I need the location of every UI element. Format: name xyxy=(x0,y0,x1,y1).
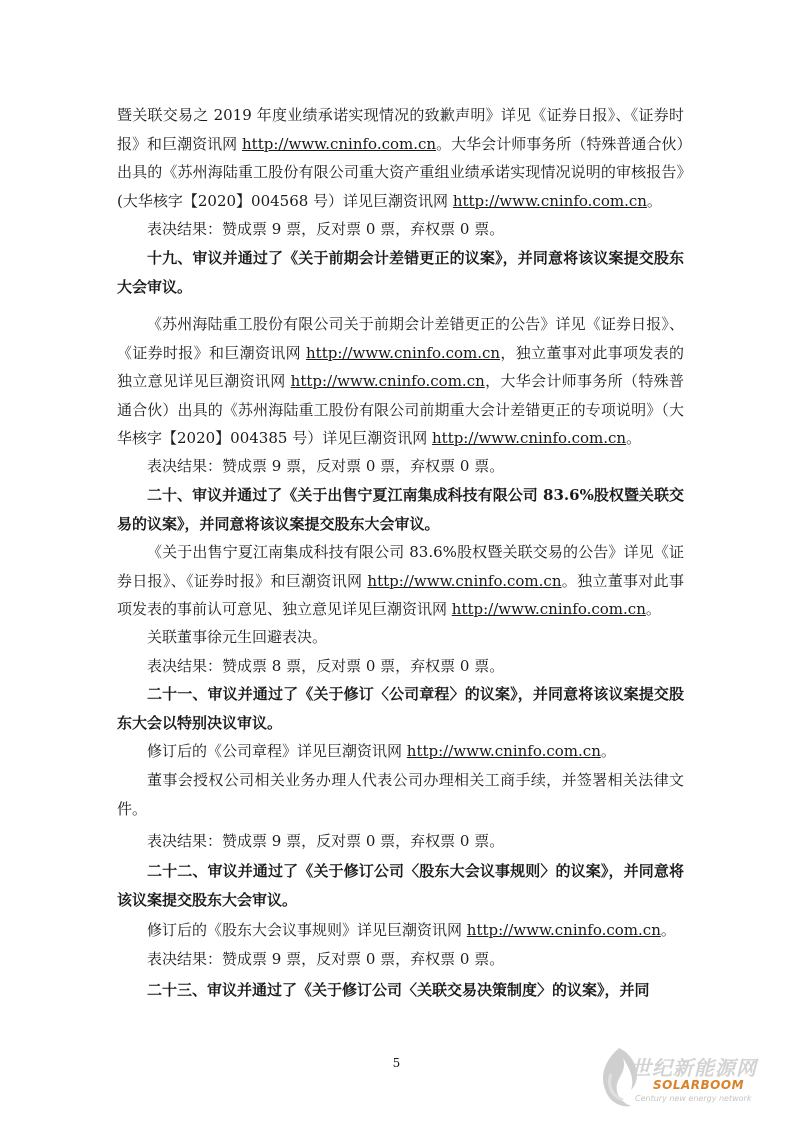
watermark-tagline: Century new energy network xyxy=(635,1094,752,1103)
paragraph-equity-sale xyxy=(117,538,684,624)
cninfo-link[interactable]: http://www.cninfo.com.cn xyxy=(431,429,627,447)
text-segment: 暨关联交易之 2019 年度业绩承诺实现情况的致歉声明》详见《证券日报》、《证券时报》和巨潮资讯网 xyxy=(117,106,684,153)
resolution-heading-19: 十九、审议并通过了《关于前期会计差错更正的议案》，并同意将该议案提交股东大会审议。 xyxy=(117,249,684,296)
cninfo-link[interactable]: http://www.cninfo.com.cn xyxy=(242,134,437,153)
solarboom-brand: SOLARBOOM xyxy=(653,1078,745,1092)
text-segment: 《苏州海陆重工股份有限公司关于前期会计差错更正的公告》详见《证券日报》、《证券时报》和巨潮资讯网 xyxy=(117,315,684,362)
text-segment: ，大华会计师事务所（特殊普通合伙）出具的《苏州海陆重工股份有限公司前期重大会计差错更正的专项说明》（大华核字【2020】004385 号）详见巨潮资讯网 xyxy=(117,372,684,447)
text-segment: 。独立董事对此事项发表的事前认可意见、独立意见详见巨潮资讯网 xyxy=(117,571,684,618)
resolution-heading-20: 二十、审议并通过了《关于出售宁夏江南集成科技有限公司 83.6%股权暨关联交易的议案》，并同意将该议案提交股东大会审议。 xyxy=(117,486,684,533)
watermark-chinese-brand: 世纪新能源网 xyxy=(631,1056,757,1080)
paragraph-meeting-rules xyxy=(117,916,684,945)
cninfo-link[interactable]: http://www.cninfo.com.cn xyxy=(306,343,501,362)
paragraph-apology-statement xyxy=(117,101,684,215)
paragraph-accounting-correction xyxy=(117,310,684,453)
text-segment: 。 xyxy=(646,191,662,210)
paragraph-articles-amendment xyxy=(117,737,684,766)
text-segment: 。 xyxy=(660,921,676,939)
resolution-heading-23: 二十三、审议并通过了《关于修订公司〈关联交易决策制度〉的议案》，并同 xyxy=(147,981,650,999)
cninfo-link[interactable]: http://www.cninfo.com.cn xyxy=(367,571,562,590)
vote-result: 表决结果：赞成票 9 票，反对票 0 票，弃权票 0 票。 xyxy=(147,457,505,475)
text-segment: 。 xyxy=(626,429,642,447)
vote-result: 表决结果：赞成票 8 票，反对票 0 票，弃权票 0 票。 xyxy=(147,657,505,675)
cninfo-link[interactable]: http://www.cninfo.com.cn xyxy=(290,372,485,390)
text-segment: 。大华会计师事务所（特殊普通合伙）出具的《苏州海陆重工股份有限公司重大资产重组业绩承诺实现情况说明的审核报告》(大华核字【2020】004568 号）详见巨潮资讯网 xyxy=(117,134,684,210)
text-segment: 。 xyxy=(600,742,616,760)
authorization-paragraph: 董事会授权公司相关业务办理人代表公司办理相关工商手续，并签署相关法律文件。 xyxy=(117,771,684,818)
vote-result: 表决结果：赞成票 9 票，反对票 0 票，弃权票 0 票。 xyxy=(147,950,505,968)
recusal-note: 关联董事徐元生回避表决。 xyxy=(147,628,328,646)
cninfo-link[interactable]: http://www.cninfo.com.cn xyxy=(451,600,646,618)
resolution-heading-22: 二十二、审议并通过了《关于修订公司〈股东大会议事规则〉的议案》，并同意将该议案提交股东大会审议。 xyxy=(117,862,684,909)
text-segment: 《关于出售宁夏江南集成科技有限公司 83.6%股权暨关联交易的公告》详见《证券日报》、《证券时报》和巨潮资讯网 xyxy=(117,543,684,590)
text-segment: 。 xyxy=(645,600,661,618)
text-segment: 修订后的《公司章程》详见巨潮资讯网 xyxy=(147,742,407,760)
cninfo-link[interactable]: http://www.cninfo.com.cn xyxy=(466,921,661,939)
page-number: 5 xyxy=(392,1056,401,1070)
watermark-logo xyxy=(593,1044,783,1116)
cninfo-link[interactable]: http://www.cninfo.com.cn xyxy=(406,742,601,760)
vote-result: 表决结果：赞成票 9 票，反对票 0 票，弃权票 0 票。 xyxy=(147,220,505,238)
vote-result: 表决结果：赞成票 9 票，反对票 0 票，弃权票 0 票。 xyxy=(147,832,505,850)
resolution-heading-21: 二十一、审议并通过了《关于修订〈公司章程〉的议案》，并同意将该议案提交股东大会以特别决议审议。 xyxy=(117,685,684,732)
text-segment: ，独立董事对此事项发表的独立意见详见巨潮资讯网 xyxy=(117,343,684,390)
text-segment: 修订后的《股东大会议事规则》详见巨潮资讯网 xyxy=(147,921,467,939)
cninfo-link[interactable]: http://www.cninfo.com.cn xyxy=(452,191,647,210)
